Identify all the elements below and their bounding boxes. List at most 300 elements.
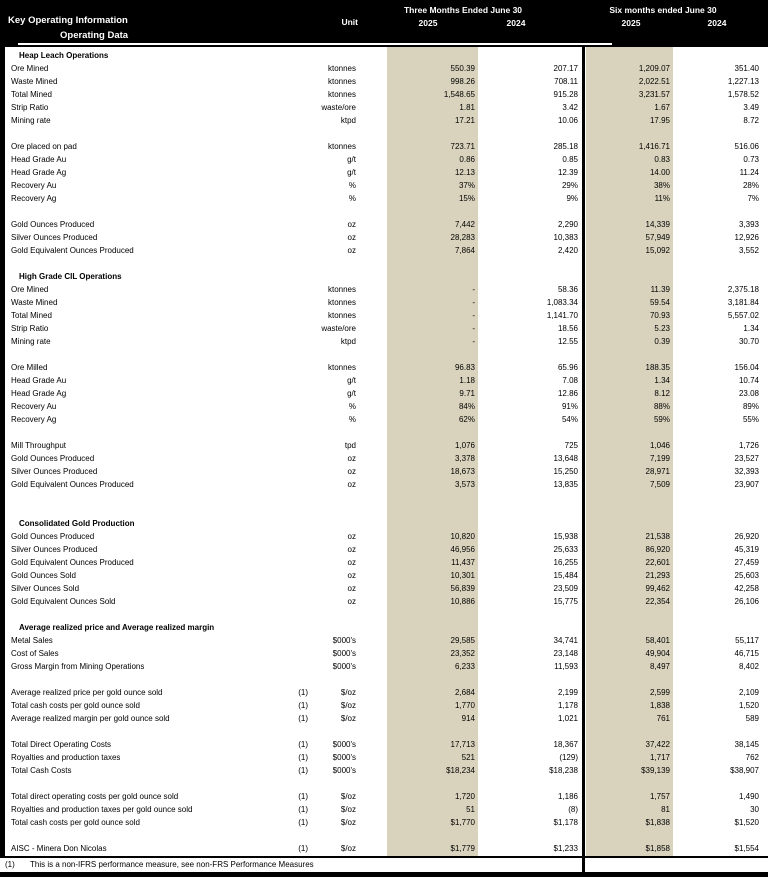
unit-cell: $/oz xyxy=(340,792,356,801)
row-label: Mining rate xyxy=(11,337,51,346)
value-h1-2024 xyxy=(673,270,768,283)
row-label: Heap Leach Operations xyxy=(19,51,109,60)
unit-cell xyxy=(310,348,358,361)
value-q2-2024: 3.42 xyxy=(562,103,578,112)
table-row xyxy=(0,595,768,608)
table-row xyxy=(0,751,768,764)
unit-cell: $/oz xyxy=(340,714,356,723)
spacer-row xyxy=(0,673,768,686)
row-label: Metal Sales xyxy=(11,636,53,645)
value-q2-2024 xyxy=(478,426,581,439)
footnote-ref-cell xyxy=(290,309,310,322)
value-q2-2025: 96.83 xyxy=(454,363,475,372)
table-row xyxy=(0,686,768,699)
unit-cell: $/oz xyxy=(340,805,356,814)
table-row xyxy=(0,816,768,829)
value-q2-2025: 17.21 xyxy=(454,116,475,125)
value-q2-2025 xyxy=(358,725,478,738)
row-label: Strip Ratio xyxy=(11,103,49,112)
value-q2-2024: 12.39 xyxy=(557,168,578,177)
value-h1-2024: 42,258 xyxy=(734,584,759,593)
value-h1-2024: 25,603 xyxy=(734,571,759,580)
footnote-ref-cell: (1) xyxy=(298,740,308,749)
value-h1-2025 xyxy=(581,777,673,790)
footnote-ref-cell: (1) xyxy=(298,753,308,762)
spacer-row xyxy=(0,127,768,140)
footnote-ref-cell xyxy=(290,127,310,140)
value-h1-2025: 1,838 xyxy=(649,701,670,710)
value-h1-2024: 27,459 xyxy=(734,558,759,567)
value-h1-2024: 46,715 xyxy=(734,649,759,658)
value-h1-2025 xyxy=(581,517,673,530)
value-q2-2025: 46,956 xyxy=(450,545,475,554)
value-q2-2025 xyxy=(358,49,478,62)
unit-cell: oz xyxy=(347,220,356,229)
value-h1-2025: 761 xyxy=(656,714,670,723)
row-label: Waste Mined xyxy=(11,77,58,86)
value-h1-2025: 14,339 xyxy=(645,220,670,229)
subtitle-underline xyxy=(18,43,612,45)
value-q2-2024: 91% xyxy=(561,402,578,411)
value-h1-2025: 17.95 xyxy=(649,116,670,125)
row-label: Total cash costs per gold ounce sold xyxy=(11,701,140,710)
value-h1-2025: 22,354 xyxy=(645,597,670,606)
table-row xyxy=(0,387,768,400)
unit-cell xyxy=(310,517,358,530)
value-q2-2025: 521 xyxy=(461,753,475,762)
value-q2-2024 xyxy=(478,608,581,621)
row-label: Ore Mined xyxy=(11,64,49,73)
row-label: Gold Equivalent Ounces Produced xyxy=(11,246,134,255)
value-h1-2025: 49,904 xyxy=(645,649,670,658)
footnote-ref-cell: (1) xyxy=(298,792,308,801)
value-h1-2025: 15,092 xyxy=(645,246,670,255)
value-h1-2024 xyxy=(673,517,768,530)
value-q2-2025: 12.13 xyxy=(454,168,475,177)
value-h1-2025: 11.39 xyxy=(650,285,670,294)
footnote-ref-cell xyxy=(290,361,310,374)
value-h1-2025 xyxy=(581,270,673,283)
value-h1-2024 xyxy=(673,348,768,361)
row-label: Waste Mined xyxy=(11,298,58,307)
unit-cell: $000's xyxy=(332,740,356,749)
row-label: Gold Ounces Sold xyxy=(11,571,76,580)
value-h1-2025: 2,022.51 xyxy=(638,77,670,86)
table-row xyxy=(0,75,768,88)
row-label: Gold Ounces Produced xyxy=(11,220,95,229)
value-h1-2024: 3,552 xyxy=(738,246,759,255)
value-q2-2025: 9.71 xyxy=(459,389,475,398)
table-row xyxy=(0,192,768,205)
value-q2-2024: 15,775 xyxy=(553,597,578,606)
footnote-ref-cell xyxy=(290,257,310,270)
row-label: Silver Ounces Sold xyxy=(11,584,80,593)
row-label: Total direct operating costs per gold ounce sold xyxy=(11,792,179,801)
value-q2-2024 xyxy=(478,517,581,530)
value-q2-2025: 84% xyxy=(458,402,475,411)
value-q2-2025: 10,301 xyxy=(450,571,475,580)
value-q2-2024: 23,509 xyxy=(553,584,578,593)
value-h1-2024: 351.40 xyxy=(734,64,759,73)
unit-cell: ktonnes xyxy=(327,77,356,86)
value-q2-2024: (129) xyxy=(559,753,578,762)
table-row xyxy=(0,231,768,244)
value-h1-2024: 5,557.02 xyxy=(727,311,759,320)
value-q2-2025: 1,770 xyxy=(454,701,475,710)
value-h1-2025 xyxy=(581,49,673,62)
footnote-number: (1) xyxy=(5,860,15,869)
value-h1-2025 xyxy=(581,504,673,517)
value-q2-2024: 7.08 xyxy=(562,376,578,385)
value-q2-2024 xyxy=(478,205,581,218)
value-q2-2025: 51 xyxy=(466,805,475,814)
unit-cell: ktpd xyxy=(340,337,356,346)
value-q2-2025 xyxy=(358,621,478,634)
row-label: Silver Ounces Produced xyxy=(11,467,98,476)
unit-cell: ktonnes xyxy=(327,142,356,151)
unit-cell: $000's xyxy=(332,649,356,658)
value-h1-2025: 0.39 xyxy=(654,337,670,346)
footnote-ref-cell xyxy=(290,582,310,595)
spacer-row xyxy=(0,777,768,790)
unit-cell: oz xyxy=(347,584,356,593)
row-label xyxy=(0,127,290,140)
footnote-ref-cell xyxy=(290,595,310,608)
table-row xyxy=(0,244,768,257)
footnote-ref-cell: (1) xyxy=(298,766,308,775)
value-h1-2025: 81 xyxy=(661,805,670,814)
value-h1-2025 xyxy=(581,348,673,361)
value-h1-2025: 38% xyxy=(653,181,670,190)
table-row xyxy=(0,322,768,335)
unit-cell xyxy=(310,777,358,790)
footnote-ref-cell xyxy=(290,101,310,114)
value-q2-2025: 7,864 xyxy=(454,246,475,255)
value-h1-2025 xyxy=(581,205,673,218)
unit-cell xyxy=(310,491,358,504)
value-h1-2025: 22,601 xyxy=(645,558,670,567)
value-q2-2025: 23,352 xyxy=(450,649,475,658)
value-q2-2025 xyxy=(358,517,478,530)
value-q2-2024: 915.28 xyxy=(553,90,578,99)
value-q2-2024 xyxy=(478,504,581,517)
value-h1-2024 xyxy=(673,621,768,634)
unit-cell xyxy=(310,725,358,738)
value-q2-2025: 29,585 xyxy=(450,636,475,645)
footnote-ref-cell xyxy=(290,569,310,582)
value-h1-2024 xyxy=(673,257,768,270)
value-q2-2025: 723.71 xyxy=(450,142,475,151)
value-h1-2024: 3.49 xyxy=(743,103,759,112)
value-q2-2025: - xyxy=(472,285,475,294)
table-row xyxy=(0,530,768,543)
value-q2-2024: 58.36 xyxy=(557,285,578,294)
row-label: Average realized price and Average realized margin xyxy=(19,623,215,632)
value-h1-2024: 12,926 xyxy=(734,233,759,242)
value-h1-2025: 7,509 xyxy=(649,480,670,489)
row-label: Head Grade Ag xyxy=(11,389,67,398)
unit-cell: waste/ore xyxy=(321,324,356,333)
value-q2-2024: 2,199 xyxy=(557,688,578,697)
value-h1-2024: 55% xyxy=(742,415,759,424)
spacer-row xyxy=(0,348,768,361)
row-label: Recovery Au xyxy=(11,402,57,411)
footnote-ref-cell xyxy=(290,829,310,842)
value-q2-2024: $1,233 xyxy=(553,844,578,853)
row-label: Royalties and production taxes xyxy=(11,753,121,762)
footnote-ref-cell: (1) xyxy=(298,844,308,853)
spacer-row xyxy=(0,504,768,517)
value-q2-2024 xyxy=(478,127,581,140)
unit-cell: $000's xyxy=(332,753,356,762)
footnote-ref-cell xyxy=(290,140,310,153)
value-q2-2024 xyxy=(478,777,581,790)
unit-cell: $/oz xyxy=(340,818,356,827)
row-label: Ore placed on pad xyxy=(11,142,77,151)
unit-cell xyxy=(310,608,358,621)
table-row xyxy=(0,114,768,127)
value-h1-2025: 1,416.71 xyxy=(638,142,670,151)
value-q2-2025: 2,684 xyxy=(454,688,475,697)
footnote-ref-cell xyxy=(290,166,310,179)
unit-cell xyxy=(310,829,358,842)
value-h1-2025 xyxy=(581,491,673,504)
value-q2-2025: 28,283 xyxy=(450,233,475,242)
year-header-h1-2024: 2024 xyxy=(707,18,727,28)
value-q2-2024: 54% xyxy=(561,415,578,424)
value-h1-2025 xyxy=(581,426,673,439)
value-q2-2025: 37% xyxy=(458,181,475,190)
value-h1-2024 xyxy=(673,725,768,738)
value-h1-2024: 2,109 xyxy=(738,688,759,697)
unit-cell xyxy=(310,426,358,439)
row-label xyxy=(0,348,290,361)
table-row xyxy=(0,582,768,595)
year-header-h1-2025: 2025 xyxy=(621,18,641,28)
row-label: Royalties and production taxes per gold ounce sold xyxy=(11,805,193,814)
value-h1-2024 xyxy=(673,205,768,218)
value-q2-2025 xyxy=(358,127,478,140)
table-row xyxy=(0,166,768,179)
footnote-ref-cell xyxy=(290,439,310,452)
unit-cell: g/t xyxy=(347,376,356,385)
value-h1-2025: $1,838 xyxy=(645,818,670,827)
value-h1-2025: 188.35 xyxy=(645,363,670,372)
value-h1-2024 xyxy=(673,49,768,62)
unit-cell: ktpd xyxy=(340,116,356,125)
value-h1-2024: 23.08 xyxy=(738,389,759,398)
footnote-ref-cell xyxy=(290,88,310,101)
unit-cell xyxy=(310,621,358,634)
footnote-ref-cell xyxy=(290,660,310,673)
unit-cell xyxy=(310,205,358,218)
value-h1-2024: 23,527 xyxy=(734,454,759,463)
spacer-row xyxy=(0,257,768,270)
row-label: Cost of Sales xyxy=(11,649,59,658)
value-h1-2024: 8,402 xyxy=(738,662,759,671)
unit-cell: % xyxy=(348,194,356,203)
unit-cell: g/t xyxy=(347,389,356,398)
row-label xyxy=(0,608,290,621)
row-label: Ore Mined xyxy=(11,285,49,294)
value-q2-2024: 13,648 xyxy=(553,454,578,463)
footnote-ref-cell xyxy=(290,621,310,634)
column-group-three-months: Three Months Ended June 30 xyxy=(403,5,523,15)
value-q2-2024: 9% xyxy=(566,194,578,203)
value-q2-2025 xyxy=(358,426,478,439)
value-h1-2024: $38,907 xyxy=(730,766,759,775)
unit-cell xyxy=(310,49,358,62)
value-h1-2025 xyxy=(581,725,673,738)
footnote-ref-cell xyxy=(290,244,310,257)
value-h1-2025: 21,293 xyxy=(645,571,670,580)
value-h1-2024: 156.04 xyxy=(734,363,759,372)
row-label: Head Grade Au xyxy=(11,155,67,164)
unit-cell: oz xyxy=(347,454,356,463)
unit-cell: $000's xyxy=(332,766,356,775)
unit-cell: tpd xyxy=(344,441,356,450)
value-h1-2024: 762 xyxy=(745,753,759,762)
spacer-row xyxy=(0,491,768,504)
unit-cell: waste/ore xyxy=(321,103,356,112)
value-h1-2024: 1,520 xyxy=(738,701,759,710)
value-h1-2024: 11.24 xyxy=(739,168,759,177)
value-h1-2025: $39,139 xyxy=(641,766,670,775)
footnote-ref-cell: (1) xyxy=(298,701,308,710)
value-q2-2025 xyxy=(358,348,478,361)
table-row xyxy=(0,803,768,816)
value-h1-2025: 1.34 xyxy=(654,376,670,385)
value-q2-2024: 15,938 xyxy=(553,532,578,541)
footnote-ref-cell xyxy=(290,400,310,413)
footnote-ref-cell: (1) xyxy=(298,818,308,827)
footnote-ref-cell xyxy=(290,504,310,517)
table-row xyxy=(0,569,768,582)
footnote-ref-cell xyxy=(290,374,310,387)
value-h1-2025: 7,199 xyxy=(649,454,670,463)
value-q2-2025: 3,378 xyxy=(454,454,475,463)
table-rows xyxy=(0,49,768,855)
footnote-ref-cell xyxy=(290,452,310,465)
value-q2-2025: 1,076 xyxy=(454,441,475,450)
row-label: Total cash costs per gold ounce sold xyxy=(11,818,140,827)
value-q2-2024 xyxy=(478,829,581,842)
footnote-ref-cell xyxy=(290,517,310,530)
row-label: Gross Margin from Mining Operations xyxy=(11,662,145,671)
footnote-ref-cell: (1) xyxy=(298,714,308,723)
value-h1-2025: 99,462 xyxy=(645,584,670,593)
value-q2-2024: 1,083.34 xyxy=(546,298,578,307)
table-row xyxy=(0,140,768,153)
value-q2-2024: 1,141.70 xyxy=(546,311,578,320)
value-q2-2025: 11,437 xyxy=(451,558,475,567)
table-header-band xyxy=(0,0,768,47)
footnote-ref-cell xyxy=(290,777,310,790)
value-h1-2025: 59.54 xyxy=(649,298,670,307)
footnote-ref-cell xyxy=(290,335,310,348)
row-label: Gold Equivalent Ounces Produced xyxy=(11,558,134,567)
value-q2-2025 xyxy=(358,491,478,504)
value-q2-2025: 0.86 xyxy=(459,155,475,164)
table-row xyxy=(0,400,768,413)
value-q2-2024: 1,186 xyxy=(557,792,578,801)
value-q2-2025: - xyxy=(472,298,475,307)
value-h1-2025: $1,858 xyxy=(645,844,670,853)
footnote-ref-cell xyxy=(290,192,310,205)
value-q2-2024: 23,148 xyxy=(553,649,578,658)
row-label: Mill Throughput xyxy=(11,441,66,450)
footnote-row xyxy=(0,858,768,872)
value-h1-2025: 8,497 xyxy=(649,662,670,671)
value-q2-2025: 10,886 xyxy=(450,597,475,606)
value-q2-2024: 12.55 xyxy=(557,337,578,346)
value-q2-2025: 3,573 xyxy=(454,480,475,489)
spacer-row xyxy=(0,829,768,842)
value-q2-2024: 16,255 xyxy=(553,558,578,567)
unit-cell: % xyxy=(348,415,356,424)
unit-cell: g/t xyxy=(347,155,356,164)
year-header-q2-2024: 2024 xyxy=(506,18,526,28)
unit-cell: oz xyxy=(347,558,356,567)
row-label xyxy=(0,504,290,517)
value-h1-2024: 26,920 xyxy=(734,532,759,541)
unit-cell xyxy=(310,504,358,517)
footnote-ref-cell xyxy=(290,634,310,647)
value-q2-2024 xyxy=(478,725,581,738)
spacer-row xyxy=(0,608,768,621)
unit-cell xyxy=(310,257,358,270)
value-q2-2024: 2,290 xyxy=(557,220,578,229)
unit-cell: oz xyxy=(347,480,356,489)
value-h1-2024: 1,578.52 xyxy=(727,90,759,99)
unit-cell: ktonnes xyxy=(327,311,356,320)
unit-cell: oz xyxy=(347,467,356,476)
value-q2-2024: 1,021 xyxy=(557,714,578,723)
value-h1-2025: 1,757 xyxy=(649,792,670,801)
value-h1-2024: 38,145 xyxy=(734,740,759,749)
value-h1-2024: 3,393 xyxy=(738,220,759,229)
unit-cell xyxy=(310,127,358,140)
value-h1-2025: 59% xyxy=(653,415,670,424)
value-q2-2024: 10,383 xyxy=(553,233,578,242)
table-row xyxy=(0,88,768,101)
footnote-ref-cell xyxy=(290,114,310,127)
unit-cell: % xyxy=(348,181,356,190)
table-row xyxy=(0,283,768,296)
value-h1-2024: 589 xyxy=(745,714,759,723)
footnote-ref-cell xyxy=(290,491,310,504)
value-h1-2025: 2,599 xyxy=(649,688,670,697)
footnote-ref-cell xyxy=(290,387,310,400)
unit-cell: $/oz xyxy=(340,701,356,710)
value-h1-2025: 1.67 xyxy=(654,103,670,112)
value-q2-2025: $1,779 xyxy=(450,844,475,853)
value-h1-2025: 14.00 xyxy=(649,168,670,177)
value-h1-2025: 1,717 xyxy=(649,753,670,762)
column-divider-line xyxy=(582,47,585,872)
value-q2-2024: 0.85 xyxy=(562,155,578,164)
row-label xyxy=(0,491,290,504)
value-h1-2024: 1,726 xyxy=(738,441,759,450)
table-row xyxy=(0,218,768,231)
table-row xyxy=(0,478,768,491)
footnote-ref-cell: (1) xyxy=(298,688,308,697)
value-h1-2024 xyxy=(673,608,768,621)
value-h1-2024 xyxy=(673,127,768,140)
footnote-ref-cell xyxy=(290,205,310,218)
value-h1-2024 xyxy=(673,829,768,842)
row-label: Gold Ounces Produced xyxy=(11,454,95,463)
